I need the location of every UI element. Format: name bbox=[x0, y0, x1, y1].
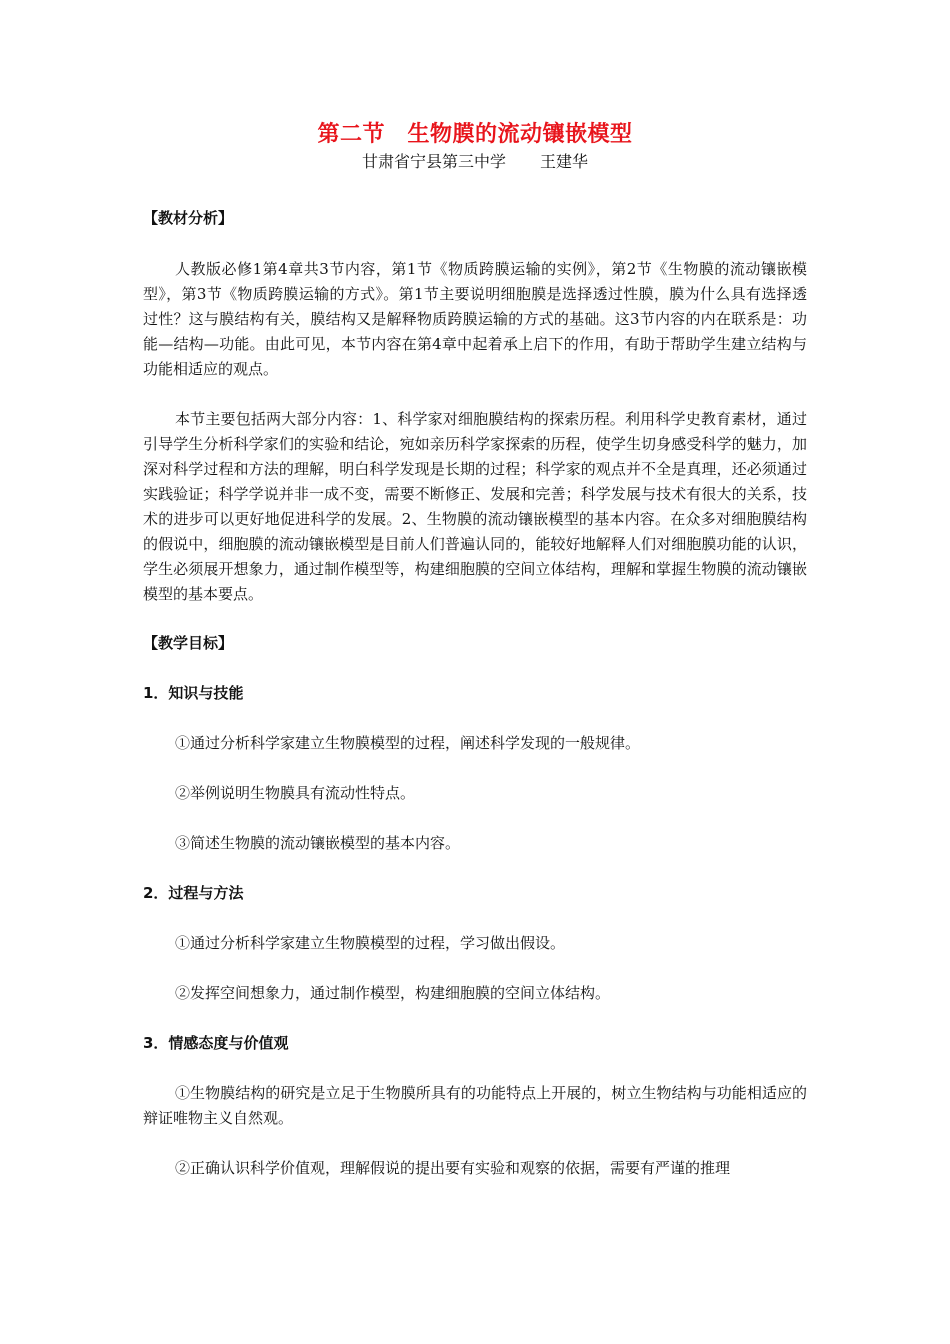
analysis-paragraph-1: 人教版必修1第4章共3节内容，第1节《物质跨膜运输的实例》，第2节《生物膜的流动镶嵌模型》，第3节《物质跨膜运输的方式》。第1节主要说明细胞膜是选择透过性膜，膜为什么具有选择透过性？这与膜结构有关，膜结构又是解释物质跨膜运输的方式的基础。这3节内容的内在联系是：功能—结构—功能。由此可见，本节内容在第4章中起着承上启下的作用，有助于帮助学生建立结构与功能相适应的观点。 bbox=[143, 260, 807, 378]
section-heading-goals: 【教学目标】 bbox=[143, 634, 234, 652]
analysis-paragraph-2: 本节主要包括两大部分内容：1、科学家对细胞膜结构的探索历程。利用科学史教育素材，通过引导学生分析科学家们的实验和结论，宛如亲历科学家探索的历程，使学生切身感受科学的魅力，加深对科学过程和方法的理解，明白科学发现是长期的过程；科学家的观点并不全是真理，还必须通过实践验证；科学学说并非一成不变，需要不断修正、发展和完善；科学发展与技术有很大的关系，技术的进步可以更好地促进科学的发展。2、生物膜的流动镶嵌模型的基本内容。在众多对细胞膜结构的假说中，细胞膜的流动镶嵌模型是目前人们普遍认同的，能较好地解释人们对细胞膜功能的认识，学生必须展开想象力，通过制作模型等，构建细胞膜的空间立体结构，理解和掌握生物膜的流动镶嵌模型的基本要点。 bbox=[143, 410, 807, 603]
school-name: 甘肃省宁县第三中学 bbox=[361, 152, 506, 171]
subsection-heading-attitude: 3．情感态度与价值观 bbox=[143, 1034, 289, 1052]
document-title: 第二节 生物膜的流动镶嵌模型 bbox=[317, 122, 633, 147]
author-line bbox=[0, 150, 950, 174]
goal-item: ①通过分析科学家建立生物膜模型的过程，学习做出假设。 bbox=[175, 934, 566, 952]
goal-item: ②举例说明生物膜具有流动性特点。 bbox=[175, 784, 416, 802]
goal-item: ③简述生物膜的流动镶嵌模型的基本内容。 bbox=[175, 834, 461, 852]
goal-item: ①通过分析科学家建立生物膜模型的过程，阐述科学发现的一般规律。 bbox=[175, 734, 641, 752]
goal-item: ②正确认识科学价值观，理解假说的提出要有实验和观察的依据，需要有严谨的推理 bbox=[175, 1159, 731, 1177]
section-heading-analysis: 【教材分析】 bbox=[143, 209, 234, 227]
author-name: 王建华 bbox=[540, 152, 589, 171]
goal-item: ②发挥空间想象力，通过制作模型，构建细胞膜的空间立体结构。 bbox=[175, 984, 611, 1002]
document-body bbox=[143, 206, 807, 1181]
goal-item: ①生物膜结构的研究是立足于生物膜所具有的功能特点上开展的，树立生物结构与功能相适应的辩证唯物主义自然观。 bbox=[143, 1084, 807, 1127]
subsection-heading-knowledge: 1．知识与技能 bbox=[143, 684, 244, 702]
subsection-heading-process: 2．过程与方法 bbox=[143, 884, 244, 902]
